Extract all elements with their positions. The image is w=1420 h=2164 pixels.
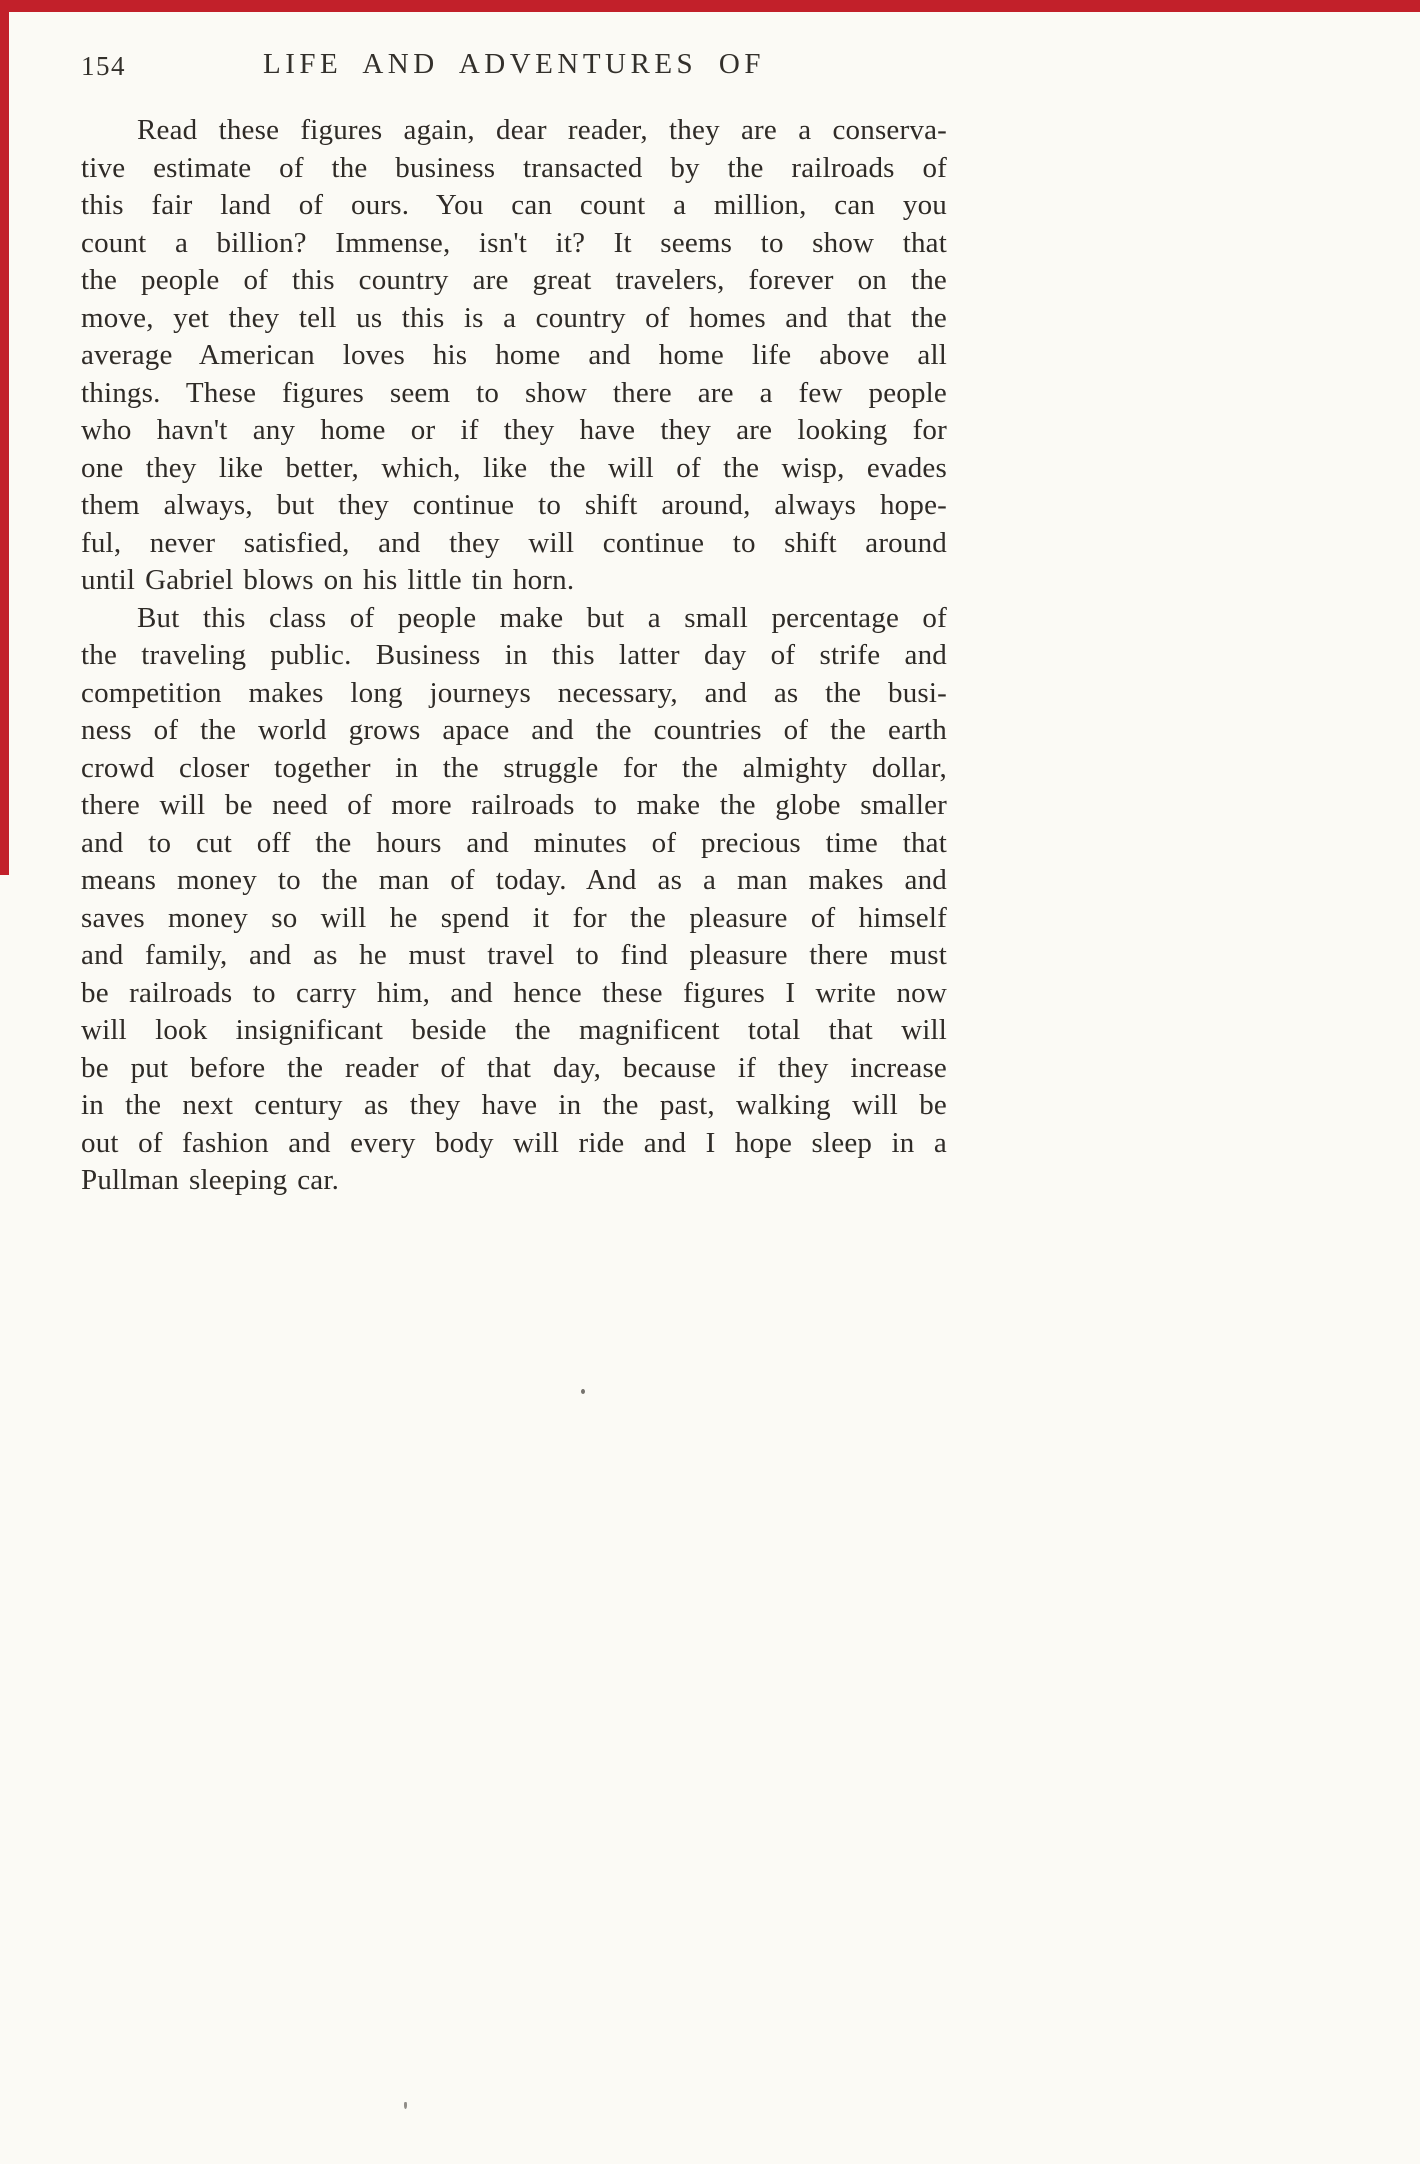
page-number: 154 — [81, 51, 126, 81]
binding-edge-top — [0, 0, 1420, 12]
text-line: move, yet they tell us this is a country of homes and that the — [81, 301, 947, 334]
text-line: Read these figures again, dear reader, they are a conserva- — [137, 114, 947, 146]
text-line: will look insignificant beside the magnificent total that will — [81, 1014, 947, 1046]
text-line: the traveling public. Business in this latter day of strife and — [81, 639, 947, 671]
text-line: average American loves his home and home life above all — [81, 339, 947, 371]
scan-speck — [404, 2102, 407, 2109]
page-header — [81, 46, 947, 86]
text-line: Pullman sleeping car. — [81, 1164, 340, 1196]
text-line: the people of this country are great travelers, forever on the — [81, 264, 947, 296]
text-line: competition makes long journeys necessary, and as the busi- — [81, 676, 947, 709]
text-line: them always, but they continue to shift around, always hope- — [81, 489, 947, 521]
body-text — [81, 112, 947, 1200]
text-line: ness of the world grows apace and the countries of the earth — [81, 714, 947, 746]
text-line: who havn't any home or if they have they are looking for — [81, 414, 947, 446]
text-line: means money to the man of today. And as a man makes and — [81, 864, 947, 896]
text-line: and family, and as he must travel to find pleasure there must — [81, 939, 947, 971]
running-title: LIFE AND ADVENTURES OF — [263, 48, 765, 80]
text-line: out of fashion and every body will ride and I hope sleep in a — [81, 1126, 947, 1159]
text-line: and to cut off the hours and minutes of precious time that — [81, 826, 947, 859]
text-line: ful, never satisfied, and they will continue to shift around — [81, 526, 947, 559]
text-line: tive estimate of the business transacted by the railroads of — [81, 151, 947, 184]
paragraph-2 — [81, 600, 947, 1200]
binding-edge-left — [0, 0, 9, 875]
text-line: in the next century as they have in the past, walking will be — [81, 1089, 947, 1121]
text-line: there will be need of more railroads to make the globe smaller — [81, 789, 947, 821]
text-block — [81, 46, 947, 1200]
text-line: things. These figures seem to show there are a few people — [81, 376, 947, 409]
scan-speck — [581, 1389, 585, 1394]
text-line: until Gabriel blows on his little tin horn. — [81, 564, 575, 596]
paragraph-1 — [81, 112, 947, 600]
text-line: count a billion? Immense, isn't it? It seems to show that — [81, 226, 947, 259]
text-line: one they like better, which, like the will of the wisp, evades — [81, 451, 947, 484]
text-line: crowd closer together in the struggle for the almighty dollar, — [81, 751, 947, 784]
text-line: be railroads to carry him, and hence these figures I write now — [81, 976, 947, 1009]
text-line: saves money so will he spend it for the pleasure of himself — [81, 901, 947, 934]
text-line: But this class of people make but a small percentage of — [137, 601, 947, 634]
text-line: be put before the reader of that day, because if they increase — [81, 1051, 947, 1084]
text-line: this fair land of ours. You can count a million, can you — [81, 189, 947, 221]
